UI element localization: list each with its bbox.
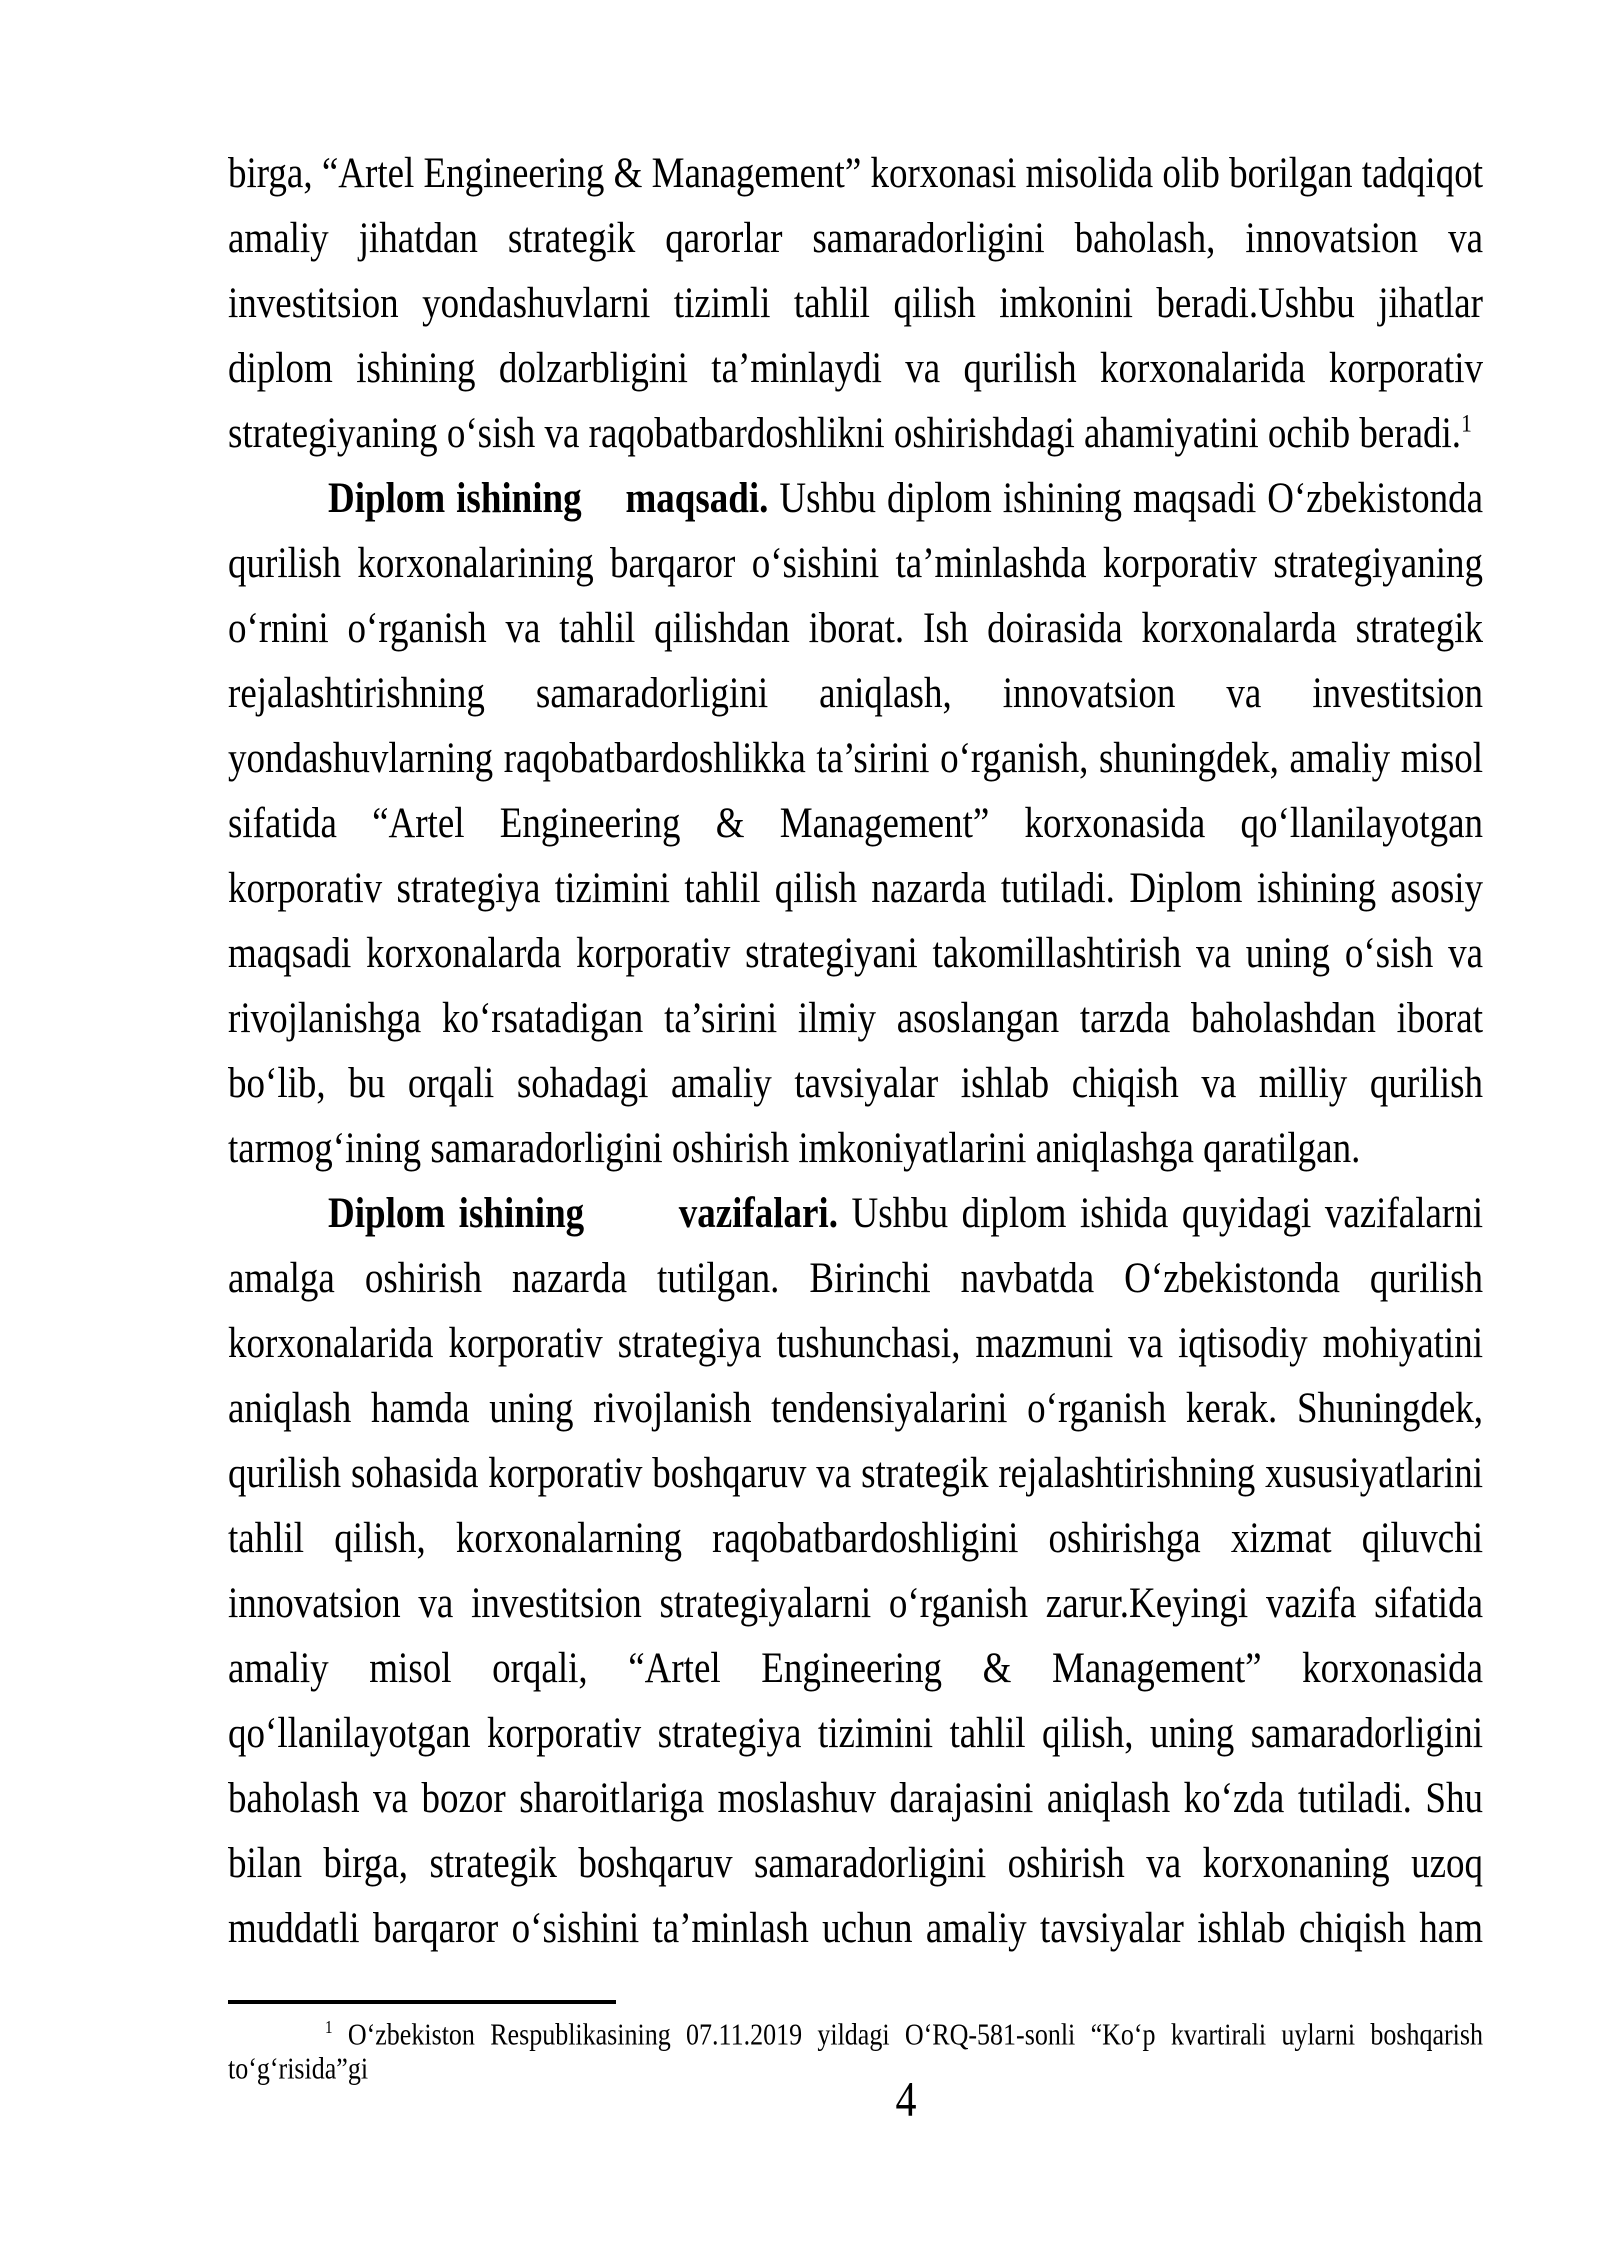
text-run: tarmog‘ining samaradorligini oshirish imkoniyatlarini aniqlashga qaratilgan. [228,1124,1361,1173]
text-run: bo‘lib, bu orqali sohadagi amaliy tavsiyalar ishlab chiqish va milliy qurilish [228,1059,1483,1108]
text-run: sifatida “Artel Engineering & Management” korxonasida qo‘llanilayotgan [228,799,1483,848]
footnote-ref: 1 [325,2018,333,2038]
text-run: Ushbu diplom ishining maqsadi O‘zbekistonda [768,474,1483,523]
text-run: innovatsion va investitsion strategiyalarni o‘rganish zarur.Keyingi vazifa sifatida [228,1579,1483,1628]
text-run: birga, “Artel Engineering & Management” korxonasi misolida olib borilgan tadqiqot [228,149,1483,198]
text-run: rivojlanishga ko‘rsatadigan ta’sirini ilmiy asoslangan tarzda baholashdan iborat [228,994,1483,1043]
bold-run: Diplom ishining vazifalari. [328,1189,838,1238]
bold-run: Diplom ishining maqsadi. [328,474,769,523]
text-run: amaliy jihatdan strategik qarorlar samaradorligini baholash, innovatsion va [228,214,1483,263]
text-run: maqsadi korxonalarda korporativ strategiyani takomillashtirish va uning o‘sish va [228,929,1483,978]
text-run: to‘g‘risida”gi [228,2051,369,2086]
text-run: bilan birga, strategik boshqaruv samaradorligini oshirish va korxonaning uzoq [228,1839,1483,1888]
text-run: O‘zbekiston Respublikasining 07.11.2019 yildagi O‘RQ-581-sonli “Ko‘p kvartirali uylarni boshqarish [332,2017,1483,2052]
text-run: tahlil qilish, korxonalarning raqobatbardoshligini oshirishga xizmat qiluvchi [228,1514,1483,1563]
text-run: qo‘llanilayotgan korporativ strategiya tizimini tahlil qilish, uning samaradorligini [228,1709,1483,1758]
text-run: Ushbu diplom ishida quyidagi vazifalarni [837,1189,1483,1238]
document-body [228,141,1483,1961]
page-number-row [0,2072,1600,2128]
text-run: muddatli barqaror o‘sishini ta’minlash uchun amaliy tavsiyalar ishlab chiqish ham [228,1904,1483,1953]
text-run: korporativ strategiya tizimini tahlil qilish nazarda tutiladi. Diplom ishining asosiy [228,864,1483,913]
text-run: yondashuvlarning raqobatbardoshlikka ta’sirini o‘rganish, shuningdek, amaliy misol [228,734,1483,783]
text-line [228,1890,1483,1967]
text-run: investitsion yondashuvlarni tizimli tahlil qilish imkonini beradi.Ushbu jihatlar [228,279,1483,328]
text-run: strategiyaning o‘sish va raqobatbardoshlikni oshirishdagi ahamiyatini ochib beradi. [228,409,1462,458]
text-run: baholash va bozor sharoitlariga moslashuv darajasini aniqlash ko‘zda tutiladi. Shu [228,1774,1483,1823]
text-run: aniqlash hamda uning rivojlanish tendensiyalarini o‘rganish kerak. Shuningdek, [228,1384,1483,1433]
footnote-area [228,2018,1483,2086]
page-number: 4 [895,2072,917,2128]
text-run: amalga oshirish nazarda tutilgan. Birinchi navbatda O‘zbekistonda qurilish [228,1254,1483,1303]
text-run: amaliy misol orqali, “Artel Engineering & Management” korxonasida [228,1644,1483,1693]
text-run: rejalashtirishning samaradorligini aniqlash, innovatsion va investitsion [228,669,1483,718]
footnote-separator [228,2000,616,2004]
text-run: qurilish korxonalarining barqaror o‘sishini ta’minlashda korporativ strategiyaning [228,539,1483,588]
text-run: korxonalarida korporativ strategiya tushunchasi, mazmuni va iqtisodiy mohiyatini [228,1319,1483,1368]
text-run: diplom ishining dolzarbligini ta’minlaydi va qurilish korxonalarida korporativ [228,344,1483,393]
text-run: qurilish sohasida korporativ boshqaruv va strategik rejalashtirishning xususiyatlarini [228,1449,1483,1498]
text-run: o‘rnini o‘rganish va tahlil qilishdan iborat. Ish doirasida korxonalarda strategik [228,604,1483,653]
footnote-ref: 1 [1461,408,1472,438]
